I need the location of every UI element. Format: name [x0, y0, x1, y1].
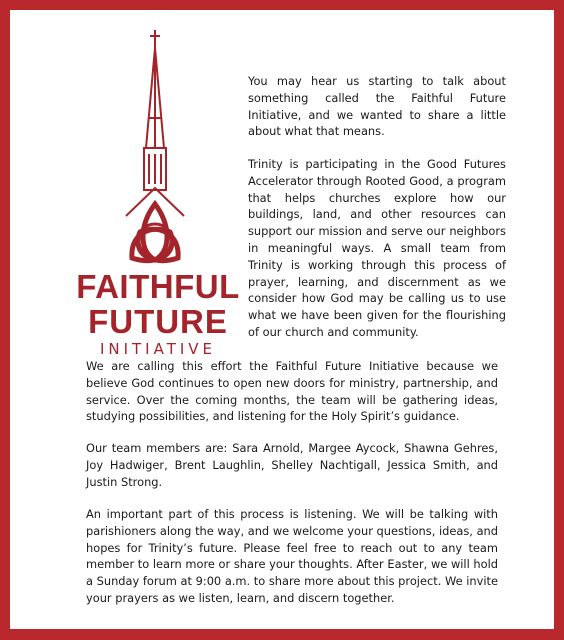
logo-word-initiative: INITIATIVE: [99, 340, 217, 358]
paragraph-accelerator: Trinity is participating in the Good Futures Accelerator through Rooted Good, a program that helps churches explore how our buildings, land, and other resources can support our mission and serve our neighbors in meaningful ways. A small team from Trinity is working through this process of prayer, learning, and discernment as we consider how God may be calling us to use what we have been given for the flourishing of our church and community.: [248, 157, 506, 339]
logo-word-future: FUTURE: [88, 303, 228, 340]
faithful-future-logo: [68, 28, 248, 358]
flyer-page: [10, 10, 554, 629]
paragraph-team-members: Our team members are: Sara Arnold, Margee Aycock, Shawna Gehres, Joy Hadwiger, Brent Laughlin, Shelley Nachtigall, Jessica Smith, and Justin Strong.: [86, 441, 498, 489]
paragraph-listening: An important part of this process is listening. We will be talking with parishioners along the way, and we welcome your questions, ideas, and hopes for Trinity’s future. Please feel free to reach out to any team member to learn more or share your thoughts. After Easter, we will hold a Sunday forum at 9:00 a.m. to share more about this project. We invite your prayers as we listen, learn, and discern together.: [86, 507, 498, 605]
paragraph-intro: You may hear us starting to talk about something called the Faithful Future Initiative, and we wanted to share a little about what that means.: [248, 74, 506, 139]
paragraph-initiative-purpose: We are calling this effort the Faithful Future Initiative because we believe God continues to open new doors for ministry, partnership, and service. Over the coming months, the team will be gathering ideas, studying possibilities, and listening for the Holy Spirit’s guidance.: [86, 359, 498, 424]
steeple-trinity-knot-icon: [112, 28, 198, 268]
logo-word-faithful: FAITHFUL: [76, 268, 240, 305]
